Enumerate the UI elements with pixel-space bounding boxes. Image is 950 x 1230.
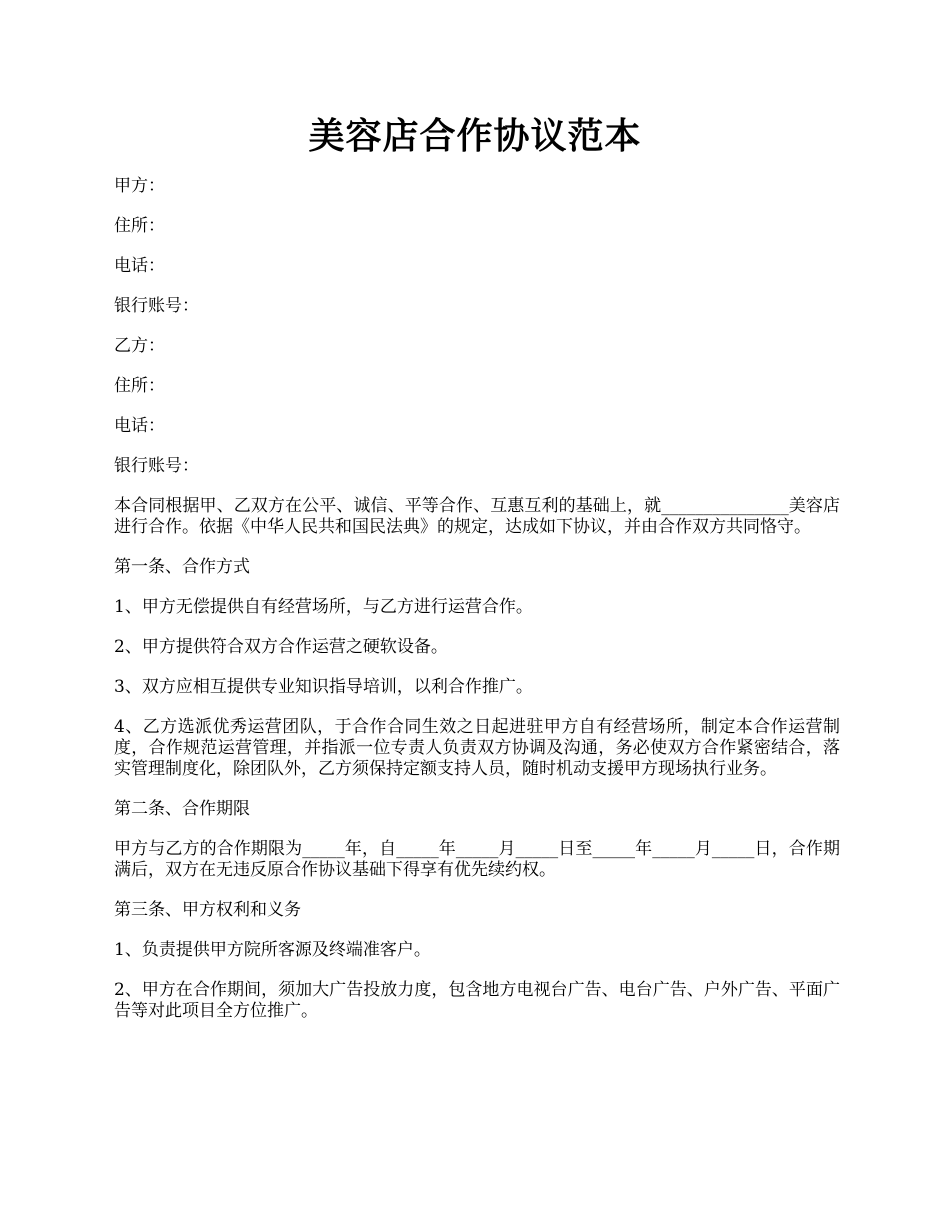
party-a-name: 甲方：: [114, 176, 165, 196]
document-title: 美容店合作协议范本: [308, 115, 642, 157]
article-1-item: 3、双方应相互提供专业知识指导培训，以利合作推广。: [114, 677, 533, 697]
party-b-bank-account: 银行账号：: [114, 456, 199, 476]
party-b-phone: 电话：: [114, 416, 165, 436]
party-a-phone: 电话：: [114, 256, 165, 276]
article-3-heading: 第三条、甲方权利和义务: [114, 900, 301, 920]
article-1-item: 1、甲方无偿提供自有经营场所，与乙方进行运营合作。: [114, 597, 533, 617]
party-b-address: 住所：: [114, 376, 165, 396]
party-a-bank-account: 银行账号：: [114, 296, 199, 316]
article-3-item: 2、甲方在合作期间，须加大广告投放力度，包含地方电视台广告、电台广告、户外广告、平面广告等对此项目全方位推广。: [114, 980, 840, 1021]
article-1-item: 4、乙方选派优秀运营团队，于合作合同生效之日起进驻甲方自有经营场所，制定本合作运营制度，合作规范运营管理，并指派一位专责人负责双方协调及沟通，务必使双方合作紧密结合，落实管理制度化，除团队外，乙方须保持定额支持人员，随时机动支援甲方现场执行业务。: [114, 717, 840, 779]
article-1-heading: 第一条、合作方式: [114, 557, 250, 577]
article-3-item: 1、负责提供甲方院所客源及终端准客户。: [114, 940, 431, 960]
document-body: [114, 176, 840, 1041]
article-1-item: 2、甲方提供符合双方合作运营之硬软设备。: [114, 637, 448, 657]
preamble-paragraph: 本合同根据甲、乙双方在公平、诚信、平等合作、互惠互利的基础上，就_______________美容店进行合作。依据《中华人民共和国民法典》的规定，达成如下协议，并由合作双方共同恪守。: [114, 496, 840, 537]
article-2-heading: 第二条、合作期限: [114, 799, 250, 819]
party-b-name: 乙方：: [114, 336, 165, 356]
article-2-text: 甲方与乙方的合作期限为_____年，自_____年_____月_____日至_____年_____月_____日，合作期满后，双方在无违反原合作协议基础下得享有优先续约权。: [114, 839, 840, 880]
party-a-address: 住所：: [114, 216, 165, 236]
